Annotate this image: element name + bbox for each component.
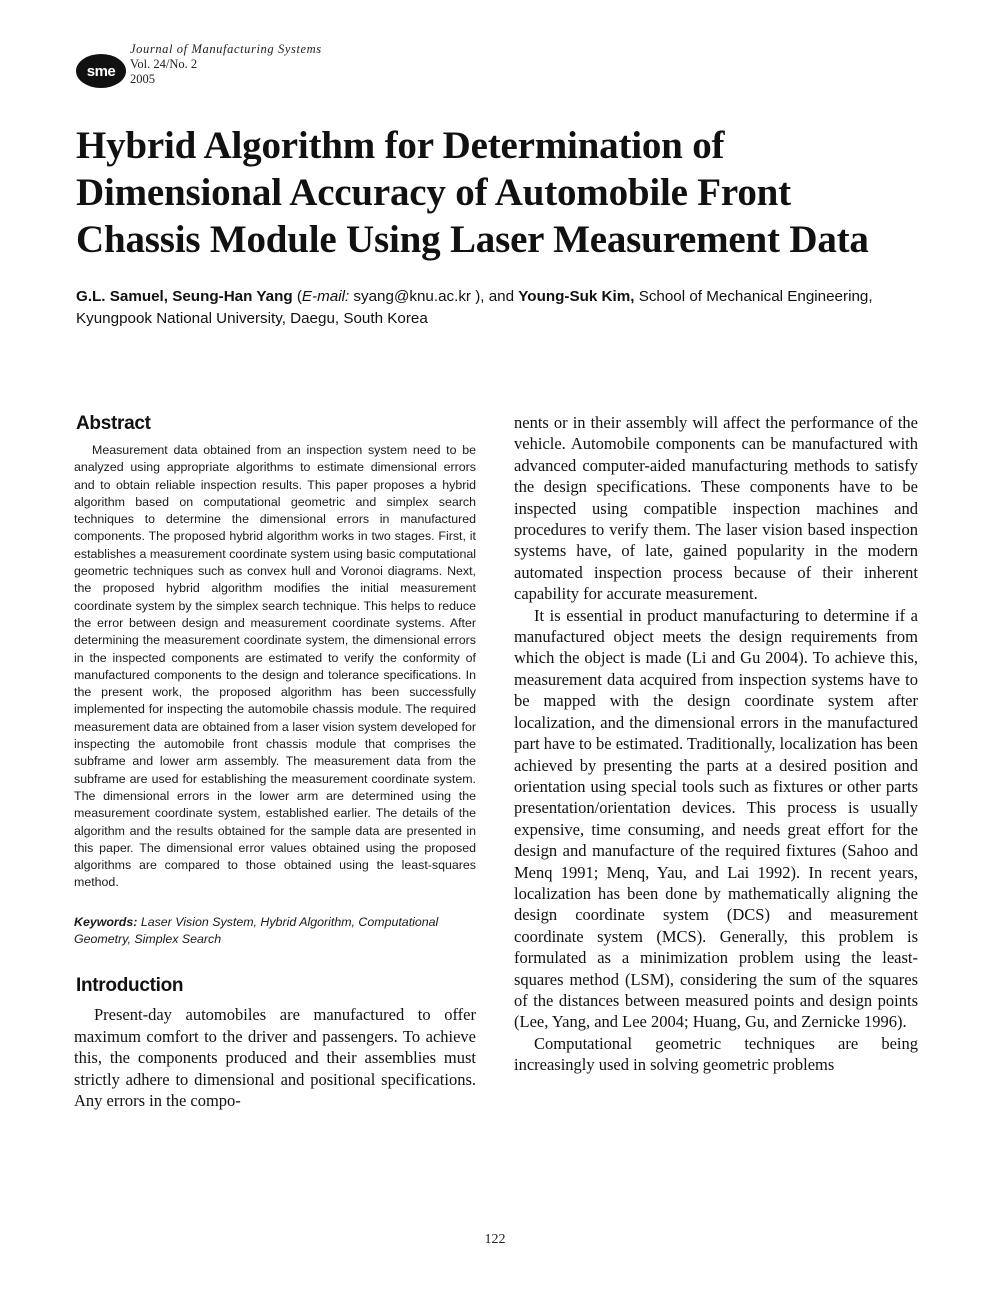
body-paragraph: It is essential in product manufacturing to determine if a manufactured object meets the design requirements from which the object is made (Li and Gu 2004). To achieve this, measurement data acquired from inspection systems have to be mapped with the design coordinate system after localization, and the dimensional errors in the manufactured part have to be estimated. Traditionally, localization has been achieved by presenting the parts at a desired position and orientation using special tools such as fixtures or other parts presentation/orientation devices. This process is usually expensive, time consuming, and needs great effort for the design and manufacture of the required fixtures (Sahoo and Menq 1991; Menq, Yau, and Lai 1992). In recent years, localization has been done by mathematically aligning the design coordinate system (DCS) and measurement coordinate system (MCS). Generally, this problem is formulated as a minimization problem using the least-squares method (LSM), considering the sum of the squares of the distances between measured points and design points (Lee, Yang, and Lee 2004; Huang, Gu, and Zernicke 1996). [514, 605, 918, 1032]
journal-volume: Vol. 24/No. 2 [130, 57, 198, 71]
title-line: Chassis Module Using Laser Measurement Data [76, 218, 869, 261]
author-name: G.L. Samuel, [76, 288, 168, 305]
keywords-label: Keywords: [74, 914, 138, 929]
sme-logo: sme [76, 54, 126, 88]
title-line: Hybrid Algorithm for Determination of [76, 124, 725, 167]
body-paragraph: Present-day automobiles are manufactured to offer maximum comfort to the driver and passengers. To achieve this, the components produced and their assemblies must strictly adhere to dimensional and positional specifications. Any errors in the compo- [74, 1005, 476, 1110]
author-connector: ), and [475, 288, 515, 305]
journal-year: 2005 [130, 72, 155, 86]
author-name: Young-Suk Kim, [518, 288, 635, 305]
author-name: Seung-Han Yang [172, 288, 293, 305]
keywords [74, 914, 476, 949]
title-line: Dimensional Accuracy of Automobile Front [76, 171, 791, 214]
paper-title [76, 122, 936, 263]
journal-info [130, 42, 322, 87]
right-column [514, 412, 918, 1076]
author-affiliation: School of Mechanical Engineering, Kyungpook National University, Daegu, South Korea [76, 288, 873, 327]
page-number: 122 [484, 1232, 506, 1247]
abstract-heading: Abstract [76, 413, 151, 434]
introduction-heading: Introduction [76, 975, 184, 997]
journal-header [76, 42, 436, 94]
abstract-text: Measurement data obtained from an inspection system need to be analyzed using appropriate algorithms to estimate dimensional errors and to obtain reliable inspection results. This paper proposes a hybrid algorithm based on computational geometric and simplex search techniques to determine the dimensional errors in manufactured components. The proposed hybrid algorithm works in two stages. First, it establishes a measurement coordinate system using basic computational geometric techniques such as convex hull and Voronoi diagrams. Next, the proposed hybrid algorithm modifies the initial measurement coordinate system by the simplex search technique. This helps to reduce the error between design and measurement coordinate systems. After determining the measurement coordinate system, the dimensional errors in the inspected components are estimated to verify the conformity of manufactured components to the design and tolerance specifications. In the present work, the proposed algorithm has been successfully implemented for inspecting the automobile chassis module. The required measurement data are obtained from a laser vision system developed for inspecting the automobile front chassis module that comprises the subframe and lower arm assembly. The measurement data from the subframe are used for establishing the measurement coordinate system. The dimensional errors in the lower arm are determined using the measurement coordinate system, established earlier. The details of the algorithm and the results obtained for the sample data are presented in this paper. The dimensional error values obtained using the proposed algorithms are compared to those obtained using the least-squares method. [74, 443, 476, 890]
author-email[interactable]: syang@knu.ac.kr [353, 288, 471, 305]
body-paragraph: nents or in their assembly will affect the performance of the vehicle. Automobile components can be manufactured with advanced computer-aided manufacturing methods to satisfy the design specifications. These components have to be inspected using compatible inspection machines and procedures to verify them. The laser vision based inspection systems have, of late, gained popularity in the modern automated inspection process because of their inherent capability for accurate measurement. [514, 413, 918, 604]
body-paragraph: Computational geometric techniques are being increasingly used in solving geometric problems [514, 1033, 918, 1075]
keywords-text: Laser Vision System, Hybrid Algorithm, Computational Geometry, Simplex Search [74, 914, 439, 947]
email-label: E-mail: [301, 288, 350, 305]
journal-name: Journal of Manufacturing Systems [130, 42, 322, 56]
author-block: G.L. Samuel, Seung-Han Yang (E-mail: syang@knu.ac.kr ), and Young-Suk Kim, School of Mechanical Engineering, Kyungpook National University, Daegu, South Korea [76, 288, 873, 327]
left-column [74, 412, 476, 1111]
